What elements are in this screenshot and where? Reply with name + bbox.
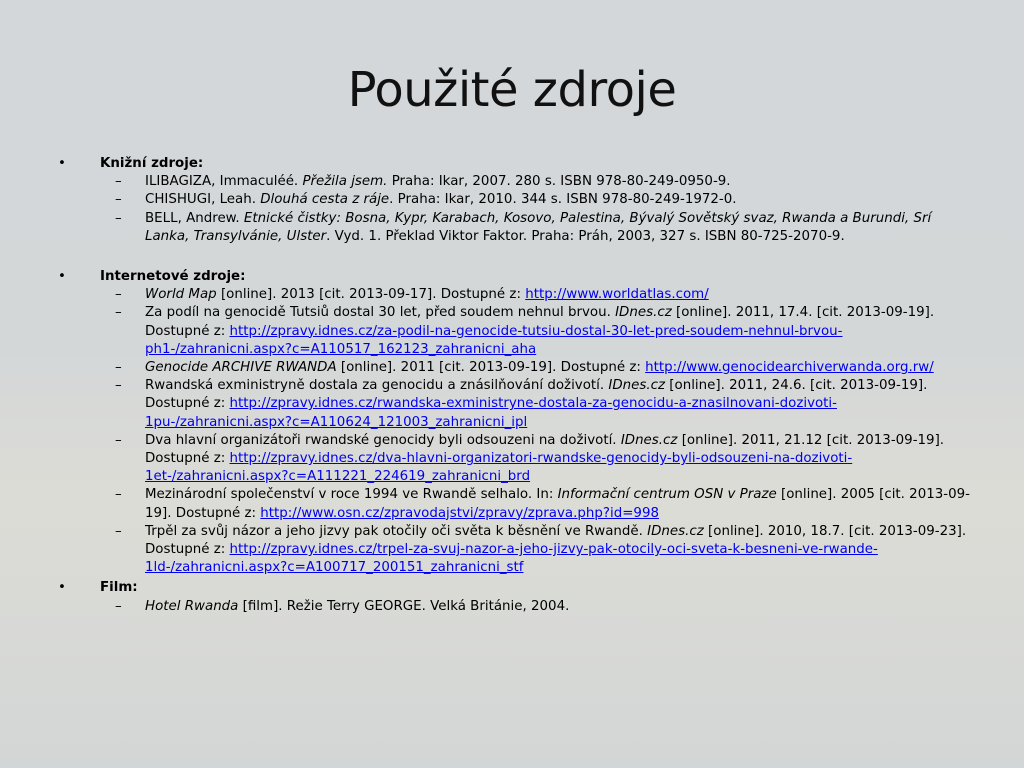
dash-icon: – (115, 378, 122, 394)
section-heading: Knižní zdroje: (100, 156, 204, 171)
item-text: Mezinárodní společenství v roce 1994 ve Rwandě selhalo. In: (145, 487, 558, 503)
list-item (58, 486, 970, 522)
item-text: Za podíl na genocidě Tutsiů dostal 30 let, před soudem nehnul brvou. (145, 305, 616, 321)
sources-list (58, 153, 970, 616)
item-title: IDnes.cz (647, 523, 704, 539)
item-text: Praha: Ikar, 2007. 280 s. ISBN 978-80-249-0950-9. (387, 174, 731, 190)
bullet-icon: • (58, 156, 66, 171)
item-text: Dva hlavní organizátoři rwandské genocidy byli odsouzeni na doživotí. (145, 432, 621, 448)
item-text: Trpěl za svůj názor a jeho jizvy pak otočily oči světa k běsnění ve Rwandě. (145, 523, 648, 539)
item-text: ILIBAGIZA, Immaculéé. (145, 174, 303, 190)
source-link[interactable]: http://zpravy.idnes.cz/rwandska-exministryne-dostala-za-genocidu-a-znasilnovani-dozivoti-1pu-/zahranicni.aspx?c=A110624_121003_zahranicni_ipl (145, 396, 837, 430)
item-title: Přežila jsem. (302, 174, 388, 190)
list-item (58, 191, 970, 209)
list-item (58, 286, 970, 304)
list-item (58, 173, 970, 191)
bullet-icon: • (58, 580, 66, 596)
list-item (58, 304, 970, 359)
source-link[interactable]: http://www.genocidearchiverwanda.org.rw/ (645, 360, 934, 376)
list-item (58, 523, 970, 578)
section-film-heading (58, 579, 970, 597)
item-text: . Vyd. 1. Překlad Viktor Faktor. Praha: Práh, 2003, 327 s. ISBN 80-725-2070-9. (326, 228, 845, 244)
dash-icon: – (115, 192, 122, 208)
dash-icon: – (115, 487, 122, 503)
list-item (58, 210, 970, 246)
dash-icon: – (115, 432, 122, 448)
list-item (58, 598, 970, 616)
slide-title: Použité zdroje (347, 62, 677, 118)
dash-icon: – (115, 287, 122, 303)
dash-icon: – (115, 360, 122, 376)
item-text: [online]. 2011, 17.4. [cit. 2013-09-19]. Dostupné z: (145, 305, 935, 339)
item-title: Dlouhá cesta z ráje (260, 192, 390, 208)
section-heading: Film: (100, 580, 138, 596)
item-text: [film]. Režie Terry GEORGE. Velká Británie, 2004. (238, 598, 570, 614)
dash-icon: – (115, 523, 122, 539)
item-title: IDnes.cz (608, 378, 666, 394)
item-title: IDnes.cz (620, 432, 678, 448)
dash-icon: – (115, 174, 122, 190)
item-title: IDnes.cz (615, 305, 672, 321)
item-title: World Map (145, 287, 217, 303)
dash-icon: – (115, 210, 122, 226)
item-text: [online]. 2011, 21.12 [cit. 2013-09-19]. Dostupné z: (145, 432, 945, 467)
list-item (58, 377, 970, 432)
source-link[interactable]: http://www.osn.cz/zpravodajstvi/zpravy/zprava.php?id=998 (260, 505, 659, 521)
item-text: [online]. 2011, 24.6. [cit. 2013-09-19]. Dostupné z: (145, 378, 928, 412)
bullet-icon: • (58, 269, 66, 285)
list-item (58, 432, 970, 487)
section-internet-heading (58, 268, 970, 286)
source-link[interactable]: http://zpravy.idnes.cz/trpel-za-svuj-nazor-a-jeho-jizvy-pak-otocily-oci-sveta-k-besneni-ve-rwande-1ld-/zahranicni.aspx?c=A100717_200151_zahranicni_stf (145, 542, 878, 576)
item-text: BELL, Andrew. (145, 210, 244, 226)
item-text: [online]. 2013 [cit. 2013-09-17]. Dostupné z: (216, 287, 526, 303)
source-link[interactable]: http://www.worldatlas.com/ (525, 287, 709, 303)
dash-icon: – (115, 598, 122, 614)
source-link[interactable]: http://zpravy.idnes.cz/za-podil-na-genocide-tutsiu-dostal-30-let-pred-soudem-nehnul-brvou-ph1-/zahranicni.aspx?c=A110517_162123_zahranicni_aha (145, 323, 843, 357)
item-text: [online]. 2010, 18.7. [cit. 2013-09-23]. Dostupné z: (145, 523, 967, 558)
item-title: Hotel Rwanda (145, 598, 239, 614)
item-title: Informační centrum OSN v Praze (557, 487, 777, 503)
item-text: Rwandská exministryně dostala za genocidu a znásilňování doživotí. (145, 378, 609, 394)
section-books-heading (58, 155, 970, 173)
item-title: Etnické čistky: Bosna, Kypr, Karabach, Kosovo, Palestina, Bývalý Sovětský svaz, Rwanda a Burundi, Srí Lanka, Transylvánie, Ulster (145, 210, 932, 244)
source-link[interactable]: http://zpravy.idnes.cz/dva-hlavni-organizatori-rwandske-genocidy-byli-odsouzeni-na-dozivoti-1et-/zahranicni.aspx?c=A111221_224619_zahranicni_brd (145, 451, 853, 485)
item-title: Genocide ARCHIVE RWANDA (145, 360, 337, 376)
item-text: [online]. 2005 [cit. 2013-09-19]. Dostupné z: (145, 487, 970, 521)
list-item (58, 359, 970, 377)
item-text: [online]. 2011 [cit. 2013-09-19]. Dostupné z: (336, 360, 646, 376)
item-text: . Praha: Ikar, 2010. 344 s. ISBN 978-80-249-1972-0. (389, 192, 737, 208)
dash-icon: – (115, 305, 122, 321)
item-text: CHISHUGI, Leah. (145, 192, 261, 208)
section-heading: Internetové zdroje: (100, 269, 246, 285)
